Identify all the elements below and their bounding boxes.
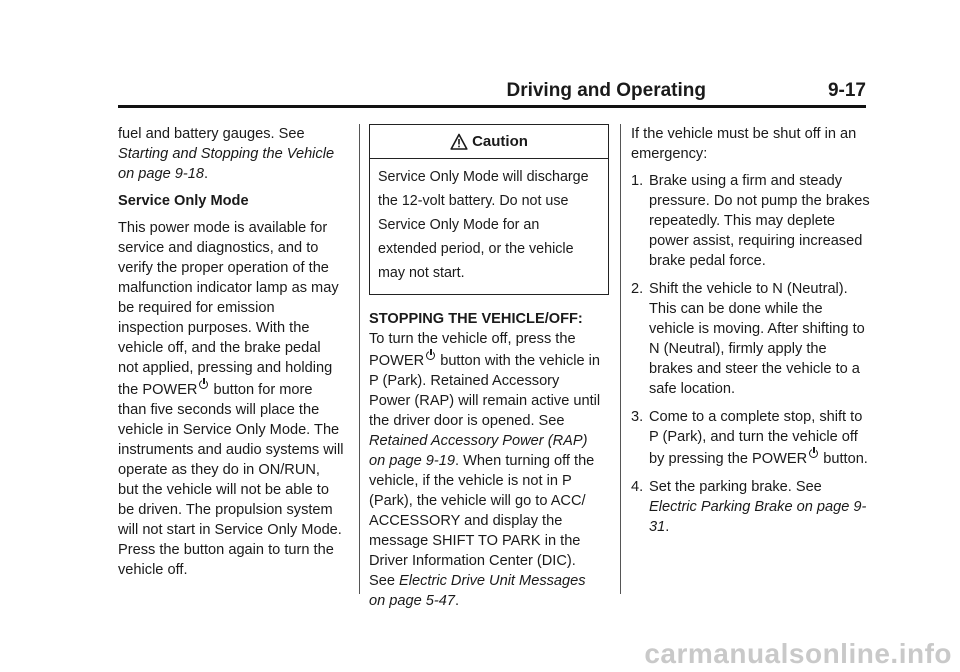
paragraph: If the vehicle must be shut off in an emergency:: [631, 126, 857, 162]
column-right: [631, 124, 871, 545]
caution-box: [369, 124, 609, 295]
paragraph-text: . When turning off the vehicle, if the vehicle is not in P (Park), the vehicle will go to ACC/ ACCESSORY and display the message SHIFT TO PARK in the Driver Information Center (DIC). See: [369, 453, 595, 589]
paragraph-text: .: [455, 593, 460, 609]
step-text: [649, 477, 871, 537]
cross-reference-link[interactable]: Electric Parking Brake on page 9-31: [649, 499, 867, 535]
paragraph-text: button.: [823, 451, 868, 467]
paragraph: [118, 218, 344, 580]
section-title: Driving and Operating: [506, 80, 706, 101]
column-divider: [359, 124, 360, 594]
step-text: [649, 407, 871, 469]
paragraph-text: Come to a complete stop, shift to P (Park), and turn the vehicle off by pressing the POWER: [649, 409, 863, 467]
power-icon: [198, 378, 209, 390]
paragraph-text: .: [204, 166, 209, 182]
caution-header: [370, 125, 608, 159]
paragraph-text: To turn the vehicle off, press the POWER: [369, 331, 576, 369]
list-item: [631, 407, 871, 469]
power-icon: [808, 447, 819, 459]
subheading: STOPPING THE VEHICLE/OFF:: [369, 311, 583, 327]
paragraph-text: fuel and battery gauges. See: [118, 126, 305, 142]
column-divider: [620, 124, 621, 594]
paragraph: [369, 329, 601, 611]
subheading: Service Only Mode: [118, 193, 249, 209]
caution-body: Service Only Mode will discharge the 12-volt battery. Do not use Service Only Mode for an extended period, or the vehicle may not start.: [378, 169, 589, 281]
cross-reference-link[interactable]: Electric Drive Unit Messages on page 5-47: [369, 573, 586, 609]
list-item: [631, 171, 871, 271]
paragraph-text: This power mode is available for service and diagnostics, and to verify the proper operation of the malfunction indicator lamp as may be required for emission inspection purposes. With the vehicle off, and the brake pedal not applied, pressing and holding the POWER: [118, 220, 339, 398]
cross-reference-link[interactable]: Retained Accessory Power (RAP) on page 9-19: [369, 433, 588, 469]
watermark: carmanualsonline.info: [644, 638, 952, 669]
column-left: [118, 124, 344, 587]
step-number: 2.: [631, 281, 644, 297]
paragraph-text: button with the vehicle in P (Park). Retained Accessory Power (RAP) will remain active until the driver door is opened. See: [369, 353, 601, 429]
cross-reference-link[interactable]: Starting and Stopping the Vehicle on page 9-18: [118, 146, 335, 182]
paragraph: [118, 124, 344, 184]
page-header: [118, 80, 866, 104]
header-rule: [118, 105, 866, 108]
column-middle: [369, 124, 601, 618]
paragraph-text: .: [665, 519, 670, 535]
list-item: [631, 279, 871, 399]
paragraph-text: Set the parking brake. See: [649, 479, 822, 495]
page-number: 9-17: [827, 80, 866, 101]
paragraph-text: button for more than five seconds will place the vehicle in Service Only Mode. The instruments and audio systems will operate as they do in ON/RUN, but the vehicle will not be able to be driven. The propulsion system will not start in Service Only Mode. Press the button again to turn the vehicle off.: [118, 382, 344, 578]
power-icon: [425, 349, 436, 361]
step-number: 1.: [631, 173, 644, 189]
list-item: [631, 477, 871, 537]
step-text: Shift the vehicle to N (Neutral). This can be done while the vehicle is moving. After shifting to N (Neutral), firmly apply the brakes and steer the vehicle to a safe location.: [649, 281, 865, 397]
step-number: 4.: [631, 479, 644, 495]
caution-title: Caution: [472, 132, 528, 150]
step-number: 3.: [631, 409, 644, 425]
caution-icon: [450, 133, 468, 151]
step-text: Brake using a firm and steady pressure. Do not pump the brakes repeatedly. This may deplete power assist, requiring increased brake pedal force.: [649, 173, 870, 269]
